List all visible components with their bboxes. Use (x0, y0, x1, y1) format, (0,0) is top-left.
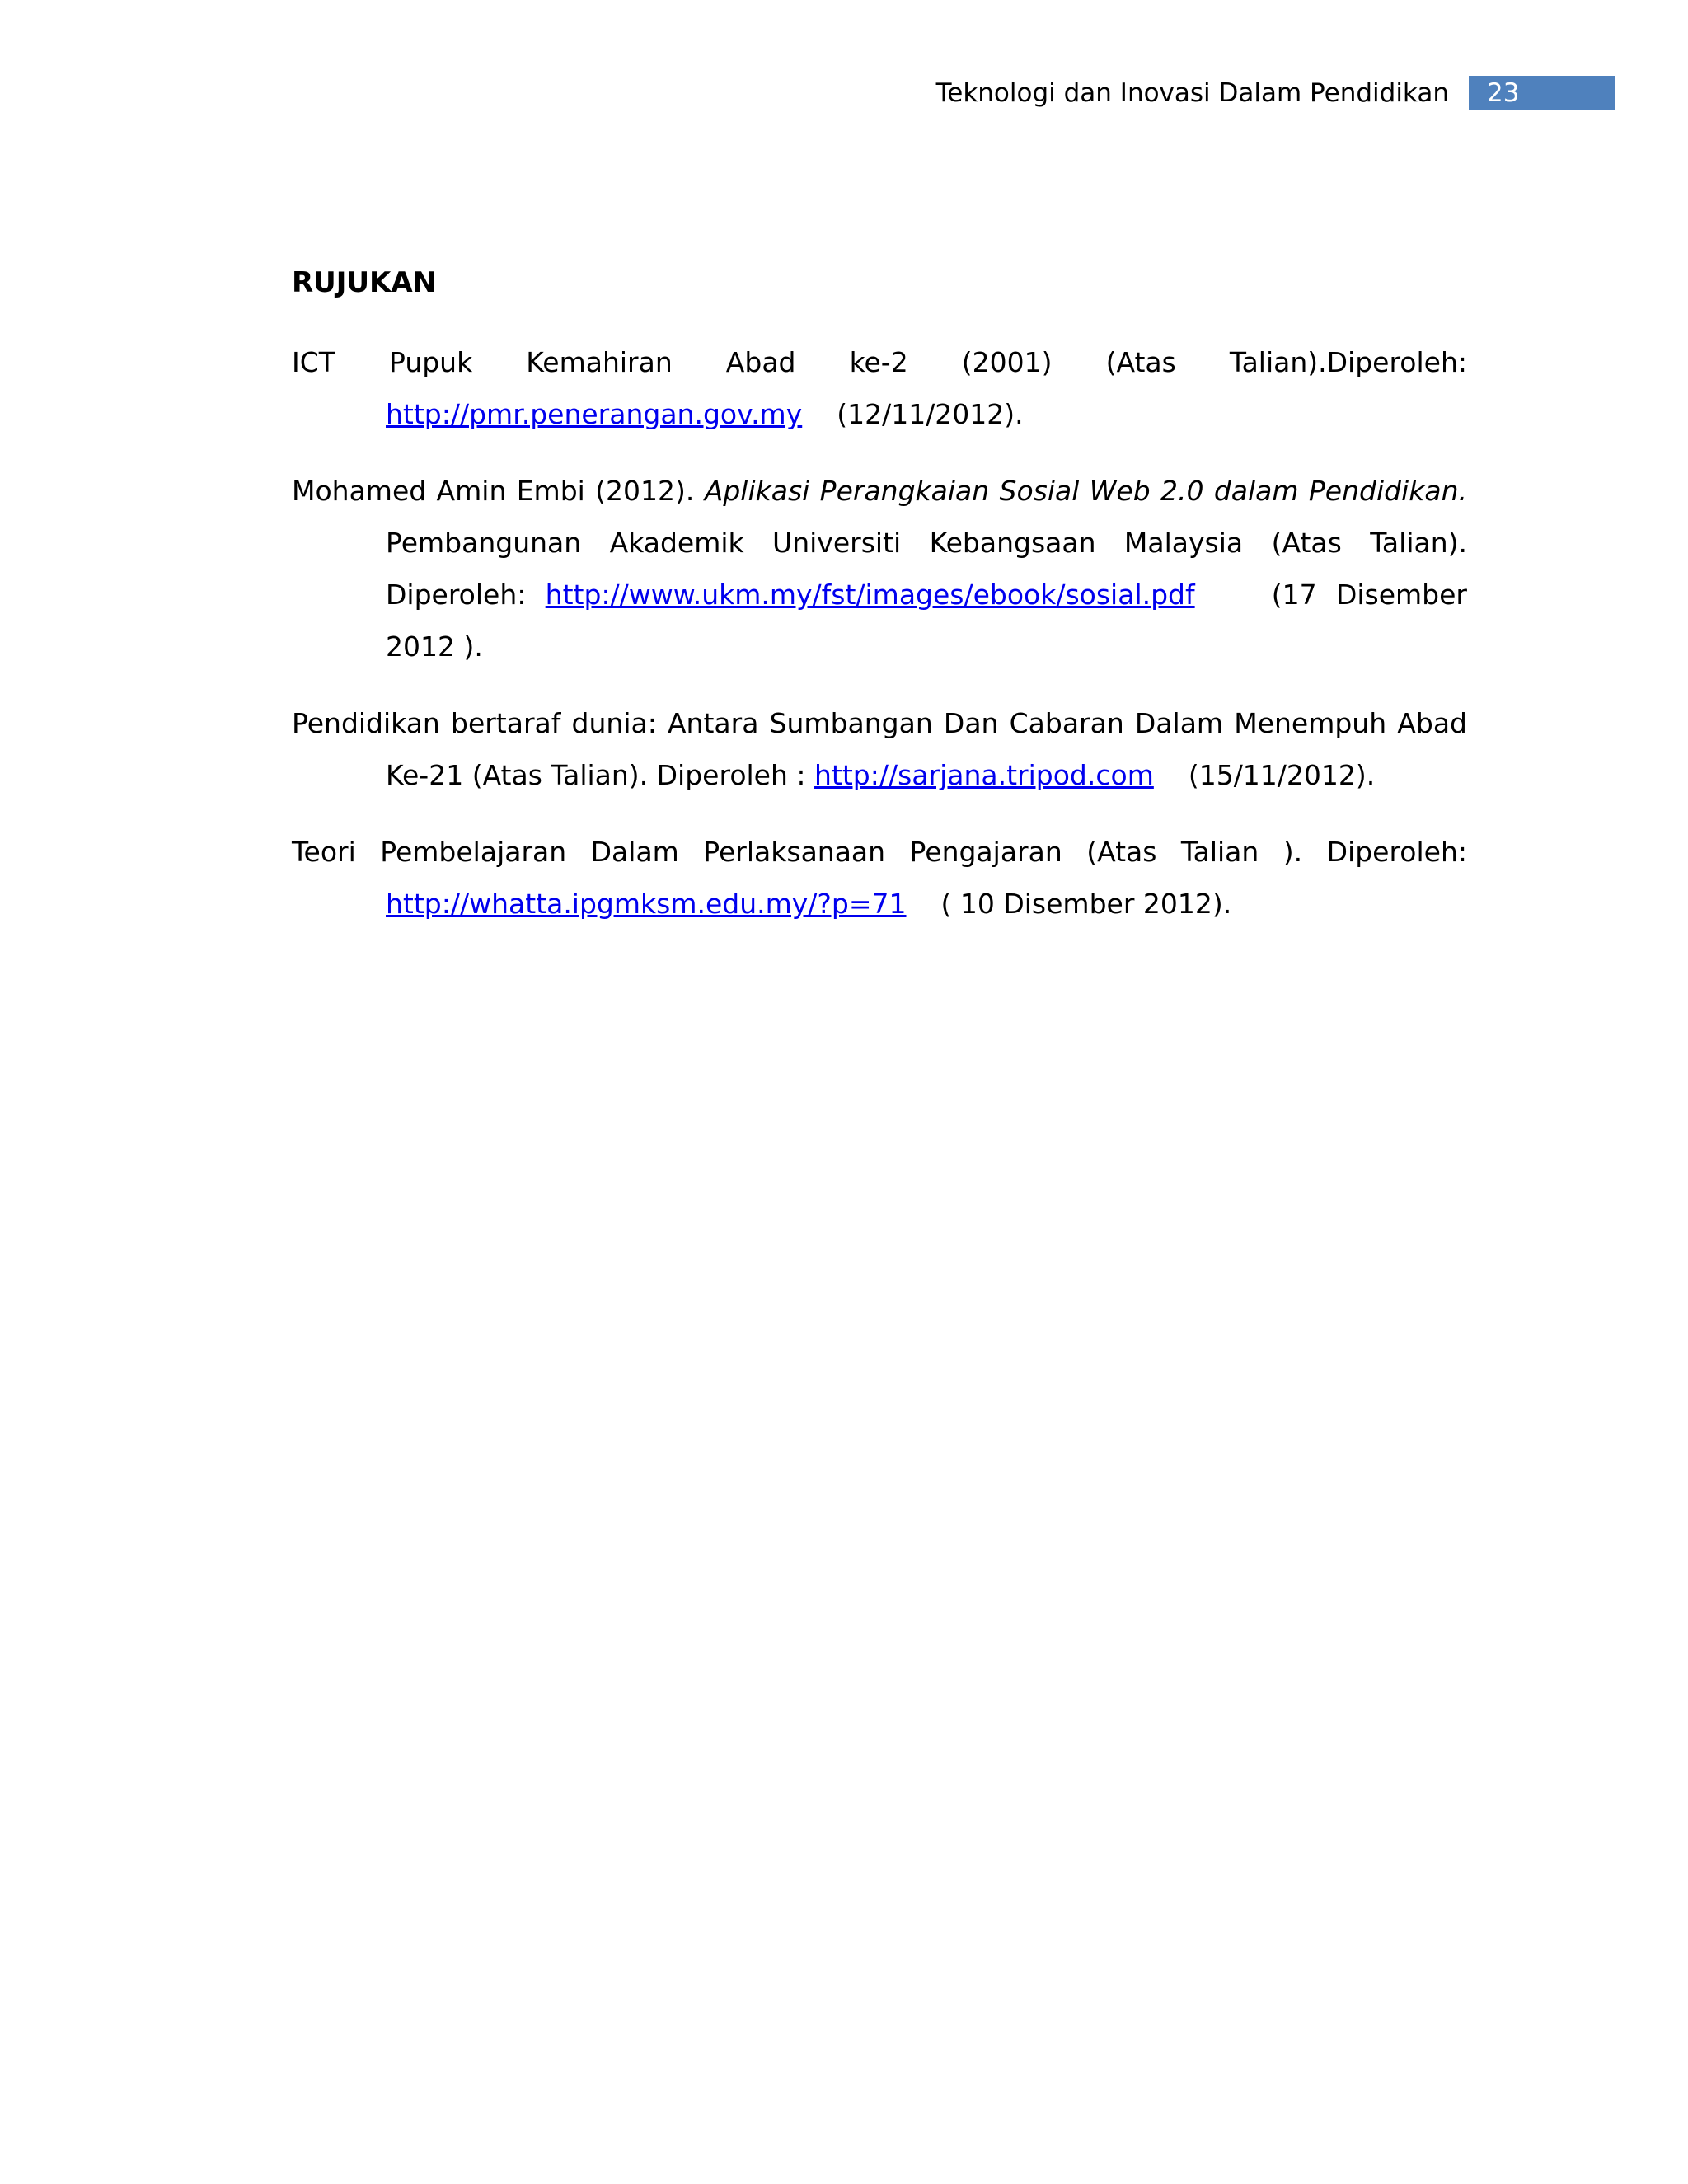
reference-item (292, 465, 1467, 673)
reference-text: ICT Pupuk Kemahiran Abad ke-2 (2001) (Atas Talian).Diperoleh: (292, 346, 1467, 378)
reference-link[interactable]: http://sarjana.tripod.com (814, 759, 1154, 791)
reference-access-date: (12/11/2012). (837, 398, 1024, 430)
reference-item (292, 336, 1467, 440)
reference-link[interactable]: http://pmr.penerangan.gov.my (386, 398, 803, 430)
reference-text: Teori Pembelajaran Dalam Perlaksanaan Pengajaran (Atas Talian ). Diperoleh: (292, 836, 1467, 868)
reference-access-date: ( 10 Disember 2012). (940, 888, 1232, 920)
reference-title: Aplikasi Perangkaian Sosial Web 2.0 dalam Pendidikan. (704, 475, 1467, 507)
reference-access-date: (15/11/2012). (1188, 759, 1376, 791)
reference-item (292, 826, 1467, 930)
header-title: Teknologi dan Inovasi Dalam Pendidikan (935, 78, 1449, 108)
page-number: 23 (1469, 76, 1615, 110)
reference-item (292, 697, 1467, 801)
references-section (292, 262, 1467, 954)
reference-link[interactable]: http://www.ukm.my/fst/images/ebook/sosial.pdf (545, 579, 1195, 611)
reference-text: Pendidikan bertaraf dunia: Antara Sumbangan Dan Cabaran Dalam Menempuh Abad Ke-21 (Atas Talian). Diperoleh : (292, 707, 1467, 791)
section-heading: RUJUKAN (292, 266, 437, 299)
reference-access-date: (17 Disember 2012 ). (386, 579, 1467, 663)
reference-link[interactable]: http://whatta.ipgmksm.edu.my/?p=71 (386, 888, 907, 920)
running-header (936, 76, 1615, 110)
reference-publisher: Pembangunan Akademik Universiti Kebangsaan Malaysia (Atas Talian). Diperoleh: (386, 527, 1467, 611)
reference-author: Mohamed Amin Embi (2012). (292, 475, 695, 507)
